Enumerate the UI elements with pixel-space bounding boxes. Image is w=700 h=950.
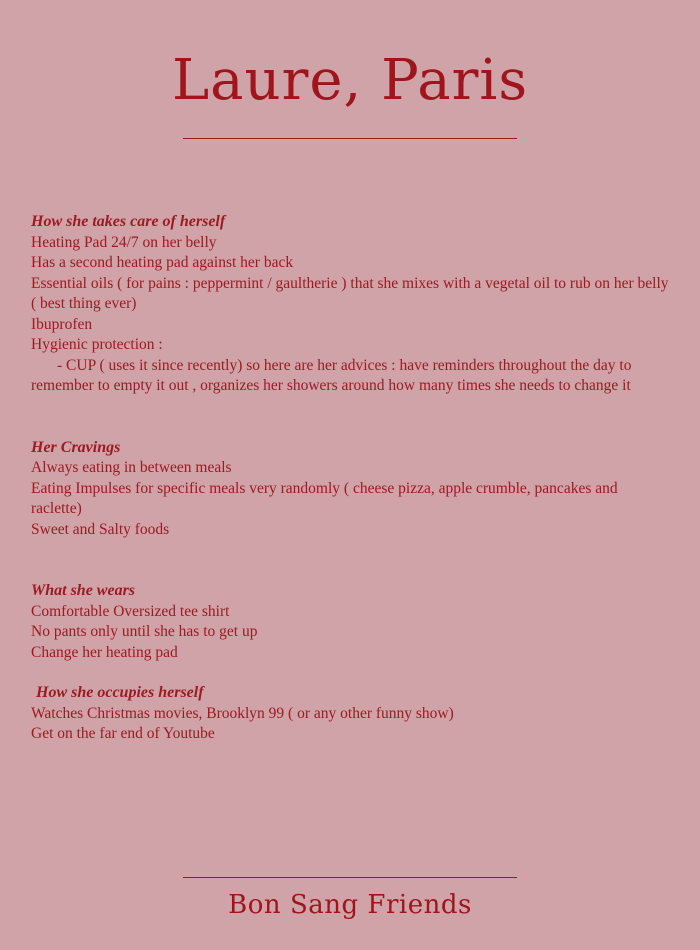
footer-brand: Bon Sang Friends bbox=[228, 890, 472, 920]
page-title: Laure, Paris bbox=[171, 48, 529, 113]
list-item: Watches Christmas movies, Brooklyn 99 ( or any other funny show) bbox=[31, 704, 454, 722]
list-item: Has a second heating pad against her back bbox=[31, 254, 294, 271]
list-item: Always eating in between meals bbox=[31, 459, 232, 476]
section-what-she-wears bbox=[31, 581, 671, 663]
title-divider bbox=[183, 138, 517, 139]
list-item: Essential oils ( for pains : peppermint / gaultherie ) that she mixes with a vegetal oil to rub on her belly ( best thing ever) bbox=[31, 274, 669, 312]
list-item: No pants only until she has to get up bbox=[31, 623, 258, 640]
section-heading: How she occupies herself bbox=[36, 684, 204, 701]
list-item: Hygienic protection : bbox=[31, 336, 163, 353]
list-item: Comfortable Oversized tee shirt bbox=[31, 602, 230, 620]
list-item: Change her heating pad bbox=[31, 643, 178, 661]
list-item: Sweet and Salty foods bbox=[31, 520, 170, 538]
list-item bbox=[31, 356, 671, 397]
section-occupies-herself bbox=[31, 683, 671, 745]
sub-item-text: - CUP ( uses it since recently) so here are her advices : have reminders throughout the day to remember to empty it out , organizes her showers around how many times she needs to change it bbox=[31, 356, 632, 394]
list-item: Ibuprofen bbox=[31, 315, 93, 333]
list-item: Get on the far end of Youtube bbox=[31, 725, 215, 742]
section-heading: Her Cravings bbox=[31, 438, 121, 456]
section-heading: How she takes care of herself bbox=[31, 213, 226, 230]
section-heading: What she wears bbox=[31, 582, 136, 599]
list-item: Eating Impulses for specific meals very randomly ( cheese pizza, apple crumble, pancakes and raclette) bbox=[31, 479, 618, 517]
section-self-care bbox=[31, 212, 671, 397]
content bbox=[31, 212, 671, 745]
list-item: Heating Pad 24/7 on her belly bbox=[31, 233, 217, 251]
footer-divider bbox=[183, 877, 517, 878]
section-cravings bbox=[31, 438, 671, 541]
